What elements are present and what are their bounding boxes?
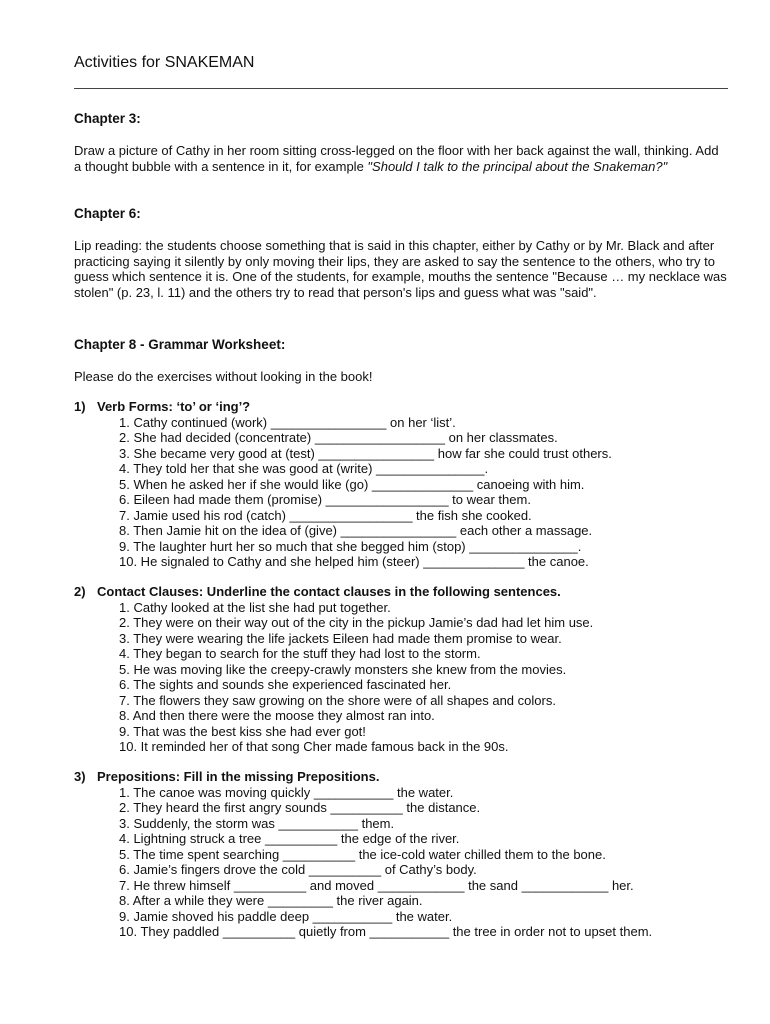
chapter-6-text: Lip reading: the students choose something that is said in this chapter, either by Cathy or by Mr. Black and after practicing saying it silently by only moving their lips, they are asked to say the sentence to the others, who try to guess which sentence it is. One of the students, for example, mouths the sentence "Because … my necklace was stolen" (p. 23, l. 11) and the others try to read that person's lips and guess what was "said". [74,238,727,300]
exercise-list [74,415,728,570]
exercise-item: 10. They paddled __________ quietly from ___________ the tree in order not to upset them. [119,924,653,939]
exercise-item: 5. He was moving like the creepy-crawly monsters she knew from the movies. [119,661,567,677]
exercise-item: 9. The laughter hurt her so much that she begged him (stop) _______________. [119,538,582,554]
exercise-item: 10. He signaled to Cathy and she helped him (steer) ______________ the canoe. [119,554,589,569]
exercise-item: 3. They were wearing the life jackets Eileen had made them promise to wear. [119,630,562,646]
page-title: Activities for SNAKEMAN [74,54,255,71]
exercise-item: 2. They were on their way out of the city in the pickup Jamie’s dad had let him use. [119,615,594,630]
exercise-item: 1. Cathy continued (work) ________________ on her ‘list’. [119,414,456,430]
exercise-item: 4. They told her that she was good at (write) _______________. [119,461,489,476]
exercise-item: 8. After a while they were _________ the river again. [119,893,423,908]
section-title: Contact Clauses: Underline the contact clauses in the following sentences. [97,584,561,599]
chapter-3-heading: Chapter 3: [74,111,141,126]
exercise-item: 1. Cathy looked at the list she had put together. [119,599,391,615]
section-heading [74,769,728,785]
section-heading [74,399,728,415]
exercise-item: 10. It reminded her of that song Cher made famous back in the 90s. [119,739,509,754]
exercise-item: 2. They heard the first angry sounds __________ the distance. [119,800,481,815]
exercise-item: 8. And then there were the moose they almost ran into. [119,708,435,723]
exercise-item: 1. The canoe was moving quickly ___________ the water. [119,784,454,800]
section-verb-forms [74,399,728,570]
exercise-list [74,785,728,940]
section-title: Verb Forms: ‘to’ or ‘ing’? [97,399,251,414]
exercise-item: 5. When he asked her if she would like (go) ______________ canoeing with him. [119,476,585,492]
section-heading [74,584,728,600]
exercise-item: 7. Jamie used his rod (catch) _________________ the fish she cooked. [119,507,532,523]
exercise-item: 9. Jamie shoved his paddle deep ___________ the water. [119,908,453,924]
exercise-item: 8. Then Jamie hit on the idea of (give) ________________ each other a massage. [119,523,593,538]
chapter-3-quote: "Should I talk to the principal about the Snakeman?" [367,158,668,174]
exercise-item: 7. The flowers they saw growing on the shore were of all shapes and colors. [119,692,556,708]
section-contact-clauses [74,584,728,755]
exercise-item: 6. Eileen had made them (promise) _________________ to wear them. [119,492,531,507]
section-title: Prepositions: Fill in the missing Prepositions. [97,769,380,784]
exercise-item: 4. They began to search for the stuff they had lost to the storm. [119,646,481,661]
section-number: 1) [74,399,86,414]
chapter-6-heading: Chapter 6: [74,206,141,221]
exercise-item: 3. She became very good at (test) ________________ how far she could trust others. [119,445,612,461]
exercise-item: 7. He threw himself __________ and moved ____________ the sand ____________ her. [119,877,634,893]
exercise-item: 6. The sights and sounds she experienced fascinated her. [119,677,452,692]
exercise-list [74,600,728,755]
chapter-3-body: Draw a picture of Cathy in her room sitting cross-legged on the floor with her back against the wall, thinking. Add a thought bubble with a sentence in it, for example [74,143,719,174]
chapter-8-intro: Please do the exercises without looking in the book! [74,369,373,384]
section-number: 2) [74,584,86,599]
chapter-3-text [74,143,728,174]
exercise-item: 2. She had decided (concentrate) __________________ on her classmates. [119,430,558,445]
title-divider [74,88,728,89]
section-prepositions [74,769,728,940]
chapter-8-heading: Chapter 8 - Grammar Worksheet: [74,337,286,352]
exercise-item: 6. Jamie’s fingers drove the cold __________ of Cathy’s body. [119,862,477,877]
exercise-item: 3. Suddenly, the storm was ___________ them. [119,815,395,831]
exercise-item: 4. Lightning struck a tree __________ the edge of the river. [119,831,460,846]
section-number: 3) [74,769,86,784]
exercise-item: 9. That was the best kiss she had ever got! [119,723,366,739]
exercise-item: 5. The time spent searching __________ the ice-cold water chilled them to the bone. [119,846,606,862]
